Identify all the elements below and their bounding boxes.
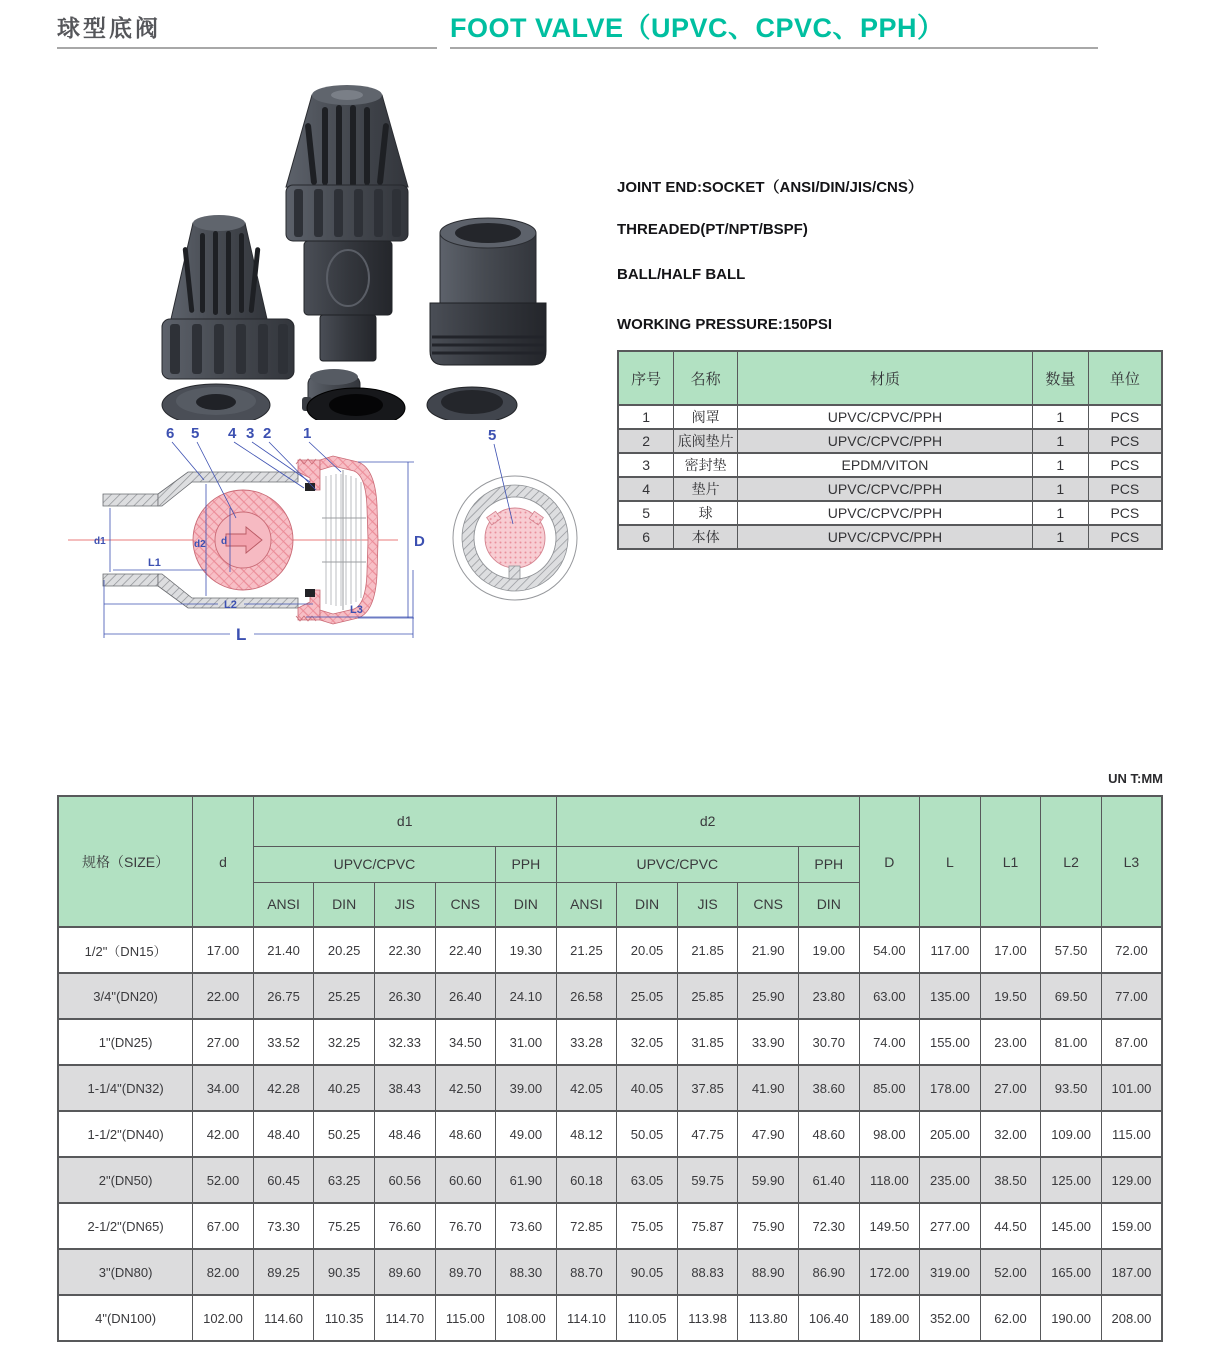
- size-value-cell: 26.30: [374, 973, 435, 1019]
- size-value-cell: 38.50: [980, 1157, 1041, 1203]
- svg-text:d1: d1: [94, 536, 106, 547]
- parts-table-cell: 4: [618, 477, 674, 501]
- size-value-cell: 48.40: [253, 1111, 314, 1157]
- size-label-cell: 1/2"（DN15）: [58, 927, 193, 973]
- page-title-cn: 球型底阀: [57, 15, 161, 41]
- parts-table-cell: PCS: [1088, 453, 1162, 477]
- size-value-cell: 61.90: [496, 1157, 557, 1203]
- svg-text:L1: L1: [148, 557, 161, 569]
- d1-group-header: d1: [253, 796, 556, 846]
- size-value-cell: 159.00: [1101, 1203, 1162, 1249]
- size-value-cell: 165.00: [1041, 1249, 1102, 1295]
- size-value-cell: 109.00: [1041, 1111, 1102, 1157]
- standard-header: DIN: [798, 882, 859, 927]
- parts-table-cell: 本体: [674, 525, 738, 549]
- size-value-cell: 19.00: [798, 927, 859, 973]
- size-value-cell: 48.60: [435, 1111, 496, 1157]
- size-value-cell: 77.00: [1101, 973, 1162, 1019]
- technical-drawing: [58, 420, 623, 670]
- size-value-cell: 73.30: [253, 1203, 314, 1249]
- size-value-cell: 89.25: [253, 1249, 314, 1295]
- size-value-cell: 21.40: [253, 927, 314, 973]
- parts-table-cell: 1: [618, 405, 674, 429]
- size-value-cell: 60.18: [556, 1157, 617, 1203]
- size-table-row: [58, 1203, 1162, 1249]
- size-value-cell: 86.90: [798, 1249, 859, 1295]
- size-value-cell: 88.30: [496, 1249, 557, 1295]
- parts-table-cell: UPVC/CPVC/PPH: [737, 501, 1032, 525]
- svg-text:L2: L2: [224, 599, 237, 611]
- standard-header: CNS: [738, 882, 799, 927]
- parts-col-header: 数量: [1032, 351, 1088, 405]
- parts-table-row: [618, 405, 1162, 429]
- size-value-cell: 178.00: [920, 1065, 981, 1111]
- size-value-cell: 75.87: [677, 1203, 738, 1249]
- svg-text:4: 4: [228, 425, 237, 442]
- parts-table-cell: 1: [1032, 405, 1088, 429]
- size-value-cell: 60.56: [374, 1157, 435, 1203]
- header-rule-left: [57, 47, 437, 49]
- size-value-cell: 25.25: [314, 973, 375, 1019]
- size-value-cell: 75.05: [617, 1203, 678, 1249]
- size-value-cell: 21.85: [677, 927, 738, 973]
- gasket-ring: [427, 387, 517, 420]
- size-value-cell: 90.05: [617, 1249, 678, 1295]
- size-table-row: [58, 1157, 1162, 1203]
- size-value-cell: 60.45: [253, 1157, 314, 1203]
- parts-table-row: [618, 501, 1162, 525]
- d2-group-header: d2: [556, 796, 859, 846]
- size-value-cell: 67.00: [193, 1203, 254, 1249]
- size-label-cell: 1"(DN25): [58, 1019, 193, 1065]
- size-table-row: [58, 1111, 1162, 1157]
- size-value-cell: 63.05: [617, 1157, 678, 1203]
- size-value-cell: 32.25: [314, 1019, 375, 1065]
- ball-section: [193, 490, 293, 590]
- size-table-head: [58, 796, 1162, 927]
- size-value-cell: 25.85: [677, 973, 738, 1019]
- size-value-cell: 75.90: [738, 1203, 799, 1249]
- size-value-cell: 25.05: [617, 973, 678, 1019]
- size-value-cell: 21.90: [738, 927, 799, 973]
- parts-table-cell: UPVC/CPVC/PPH: [737, 525, 1032, 549]
- size-value-cell: 73.60: [496, 1203, 557, 1249]
- size-table-row: [58, 1249, 1162, 1295]
- parts-table-row: [618, 525, 1162, 549]
- parts-table-cell: PCS: [1088, 525, 1162, 549]
- size-value-cell: 117.00: [920, 927, 981, 973]
- size-value-cell: 31.00: [496, 1019, 557, 1065]
- size-value-cell: 72.85: [556, 1203, 617, 1249]
- size-value-cell: 82.00: [193, 1249, 254, 1295]
- parts-table-row: [618, 429, 1162, 453]
- parts-table-cell: 1: [1032, 477, 1088, 501]
- size-value-cell: 135.00: [920, 973, 981, 1019]
- size-value-cell: 75.25: [314, 1203, 375, 1249]
- parts-table-cell: UPVC/CPVC/PPH: [737, 477, 1032, 501]
- pph-header: PPH: [798, 846, 859, 882]
- size-value-cell: 50.05: [617, 1111, 678, 1157]
- parts-table-cell: 阀罩: [674, 405, 738, 429]
- svg-text:d: d: [221, 536, 228, 547]
- size-value-cell: 26.75: [253, 973, 314, 1019]
- size-value-cell: 59.90: [738, 1157, 799, 1203]
- size-label-cell: 3/4"(DN20): [58, 973, 193, 1019]
- parts-table-cell: PCS: [1088, 477, 1162, 501]
- standard-header: JIS: [374, 882, 435, 927]
- parts-col-header: 序号: [618, 351, 674, 405]
- size-col-header: 规格（SIZE）: [58, 796, 193, 927]
- size-value-cell: 74.00: [859, 1019, 920, 1065]
- size-value-cell: 52.00: [980, 1249, 1041, 1295]
- parts-table-body: [618, 405, 1162, 549]
- standard-header: DIN: [314, 882, 375, 927]
- parts-table-cell: 密封垫: [674, 453, 738, 477]
- size-value-cell: 23.00: [980, 1019, 1041, 1065]
- parts-table-cell: EPDM/VITON: [737, 453, 1032, 477]
- size-value-cell: 57.50: [1041, 927, 1102, 973]
- parts-table-cell: 2: [618, 429, 674, 453]
- size-value-cell: 115.00: [435, 1295, 496, 1341]
- parts-table-cell: 6: [618, 525, 674, 549]
- parts-table-row: [618, 477, 1162, 501]
- size-label-cell: 1-1/4"(DN32): [58, 1065, 193, 1111]
- size-value-cell: 32.33: [374, 1019, 435, 1065]
- parts-table-cell: PCS: [1088, 405, 1162, 429]
- size-value-cell: 17.00: [980, 927, 1041, 973]
- size-value-cell: 47.75: [677, 1111, 738, 1157]
- size-value-cell: 40.05: [617, 1065, 678, 1111]
- parts-col-header: 单位: [1088, 351, 1162, 405]
- size-value-cell: 113.98: [677, 1295, 738, 1341]
- size-value-cell: 42.50: [435, 1065, 496, 1111]
- size-value-cell: 89.70: [435, 1249, 496, 1295]
- size-value-cell: 110.35: [314, 1295, 375, 1341]
- size-value-cell: 33.52: [253, 1019, 314, 1065]
- svg-text:6: 6: [166, 425, 175, 442]
- parts-col-header: 材质: [737, 351, 1032, 405]
- spec-pressure: WORKING PRESSURE:150PSI: [617, 316, 833, 333]
- size-label-cell: 4"(DN100): [58, 1295, 193, 1341]
- size-label-cell: 2"(DN50): [58, 1157, 193, 1203]
- header-rule-right: [450, 47, 1098, 49]
- size-value-cell: 129.00: [1101, 1157, 1162, 1203]
- parts-table-cell: 1: [1032, 525, 1088, 549]
- size-value-cell: 26.58: [556, 973, 617, 1019]
- size-table-row: [58, 1019, 1162, 1065]
- upvc-cpvc-header: UPVC/CPVC: [253, 846, 495, 882]
- size-value-cell: 38.60: [798, 1065, 859, 1111]
- size-value-cell: 108.00: [496, 1295, 557, 1341]
- tail-col-header-l1: L1: [980, 796, 1041, 927]
- size-value-cell: 114.70: [374, 1295, 435, 1341]
- size-table-row: [58, 1295, 1162, 1341]
- size-value-cell: 98.00: [859, 1111, 920, 1157]
- size-value-cell: 19.50: [980, 973, 1041, 1019]
- parts-table-cell: UPVC/CPVC/PPH: [737, 429, 1032, 453]
- size-label-cell: 2-1/2"(DN65): [58, 1203, 193, 1249]
- size-value-cell: 89.60: [374, 1249, 435, 1295]
- size-value-cell: 113.80: [738, 1295, 799, 1341]
- svg-text:1: 1: [303, 425, 312, 442]
- parts-table-cell: 1: [1032, 453, 1088, 477]
- size-value-cell: 63.00: [859, 973, 920, 1019]
- parts-table-cell: UPVC/CPVC/PPH: [737, 405, 1032, 429]
- d-col-header: d: [193, 796, 254, 927]
- size-value-cell: 72.00: [1101, 927, 1162, 973]
- size-value-cell: 25.90: [738, 973, 799, 1019]
- spec-threaded: THREADED(PT/NPT/BSPF): [617, 221, 808, 238]
- size-table-body: [58, 927, 1162, 1341]
- section-view-circle: [453, 427, 577, 600]
- size-value-cell: 60.60: [435, 1157, 496, 1203]
- size-value-cell: 31.85: [677, 1019, 738, 1065]
- standard-header: JIS: [677, 882, 738, 927]
- size-value-cell: 106.40: [798, 1295, 859, 1341]
- parts-table-cell: PCS: [1088, 501, 1162, 525]
- size-value-cell: 42.00: [193, 1111, 254, 1157]
- tail-col-header-l: L: [920, 796, 981, 927]
- size-value-cell: 23.80: [798, 973, 859, 1019]
- size-value-cell: 149.50: [859, 1203, 920, 1249]
- size-value-cell: 277.00: [920, 1203, 981, 1249]
- size-value-cell: 42.05: [556, 1065, 617, 1111]
- size-value-cell: 76.70: [435, 1203, 496, 1249]
- size-value-cell: 235.00: [920, 1157, 981, 1203]
- size-value-cell: 20.25: [314, 927, 375, 973]
- size-value-cell: 114.10: [556, 1295, 617, 1341]
- svg-text:L: L: [236, 625, 247, 644]
- size-value-cell: 48.12: [556, 1111, 617, 1157]
- size-value-cell: 54.00: [859, 927, 920, 973]
- size-table-row: [58, 1065, 1162, 1111]
- size-value-cell: 76.60: [374, 1203, 435, 1249]
- parts-table-row: [618, 453, 1162, 477]
- size-value-cell: 22.40: [435, 927, 496, 973]
- part-callouts: [166, 425, 311, 442]
- size-value-cell: 59.75: [677, 1157, 738, 1203]
- svg-text:L3: L3: [350, 604, 363, 616]
- size-value-cell: 61.40: [798, 1157, 859, 1203]
- svg-text:2: 2: [263, 425, 272, 442]
- size-value-cell: 90.35: [314, 1249, 375, 1295]
- tail-col-header-d: D: [859, 796, 920, 927]
- parts-table-cell: PCS: [1088, 429, 1162, 453]
- size-value-cell: 63.25: [314, 1157, 375, 1203]
- parts-table-cell: 1: [1032, 429, 1088, 453]
- size-value-cell: 39.00: [496, 1065, 557, 1111]
- size-value-cell: 33.90: [738, 1019, 799, 1065]
- size-label-cell: 3"(DN80): [58, 1249, 193, 1295]
- size-value-cell: 88.90: [738, 1249, 799, 1295]
- size-value-cell: 208.00: [1101, 1295, 1162, 1341]
- spec-ball-type: BALL/HALF BALL: [617, 266, 746, 283]
- size-value-cell: 32.00: [980, 1111, 1041, 1157]
- size-value-cell: 42.28: [253, 1065, 314, 1111]
- tail-col-header-l2: L2: [1041, 796, 1102, 927]
- size-value-cell: 22.00: [193, 973, 254, 1019]
- parts-col-header: 名称: [674, 351, 738, 405]
- size-value-cell: 101.00: [1101, 1065, 1162, 1111]
- tail-col-header-l3: L3: [1101, 796, 1162, 927]
- parts-table-cell: 球: [674, 501, 738, 525]
- size-value-cell: 190.00: [1041, 1295, 1102, 1341]
- size-value-cell: 145.00: [1041, 1203, 1102, 1249]
- size-value-cell: 49.00: [496, 1111, 557, 1157]
- unit-note: UN T:MM: [1108, 771, 1163, 786]
- size-value-cell: 88.83: [677, 1249, 738, 1295]
- size-value-cell: 48.46: [374, 1111, 435, 1157]
- size-value-cell: 38.43: [374, 1065, 435, 1111]
- spec-joint-end: JOINT END:SOCKET（ANSI/DIN/JIS/CNS）: [617, 179, 923, 196]
- svg-text:5: 5: [191, 425, 200, 442]
- parts-table-cell: 垫片: [674, 477, 738, 501]
- foot-valve-small: [162, 215, 294, 379]
- standard-header: DIN: [496, 882, 557, 927]
- size-value-cell: 34.00: [193, 1065, 254, 1111]
- size-label-cell: 1-1/2"(DN40): [58, 1111, 193, 1157]
- size-value-cell: 32.05: [617, 1019, 678, 1065]
- svg-text:3: 3: [246, 425, 255, 442]
- size-value-cell: 110.05: [617, 1295, 678, 1341]
- size-value-cell: 189.00: [859, 1295, 920, 1341]
- size-value-cell: 34.50: [435, 1019, 496, 1065]
- product-photo: [100, 75, 600, 420]
- size-value-cell: 37.85: [677, 1065, 738, 1111]
- size-value-cell: 27.00: [193, 1019, 254, 1065]
- standard-header: ANSI: [253, 882, 314, 927]
- size-value-cell: 62.00: [980, 1295, 1041, 1341]
- size-value-cell: 72.30: [798, 1203, 859, 1249]
- size-value-cell: 125.00: [1041, 1157, 1102, 1203]
- foot-valve-large: [286, 85, 408, 361]
- gasket-plate: [162, 384, 270, 420]
- svg-text:D: D: [414, 533, 425, 550]
- parts-table-cell: 1: [1032, 501, 1088, 525]
- size-value-cell: 17.00: [193, 927, 254, 973]
- size-value-cell: 352.00: [920, 1295, 981, 1341]
- size-value-cell: 85.00: [859, 1065, 920, 1111]
- size-table: [57, 795, 1163, 1342]
- size-value-cell: 319.00: [920, 1249, 981, 1295]
- size-value-cell: 33.28: [556, 1019, 617, 1065]
- parts-table-cell: 5: [618, 501, 674, 525]
- size-value-cell: 88.70: [556, 1249, 617, 1295]
- size-value-cell: 118.00: [859, 1157, 920, 1203]
- size-value-cell: 115.00: [1101, 1111, 1162, 1157]
- size-value-cell: 19.30: [496, 927, 557, 973]
- size-value-cell: 93.50: [1041, 1065, 1102, 1111]
- size-table-row: [58, 973, 1162, 1019]
- svg-text:d2: d2: [194, 539, 206, 550]
- size-value-cell: 187.00: [1101, 1249, 1162, 1295]
- size-value-cell: 22.30: [374, 927, 435, 973]
- size-value-cell: 47.90: [738, 1111, 799, 1157]
- size-value-cell: 205.00: [920, 1111, 981, 1157]
- size-value-cell: 24.10: [496, 973, 557, 1019]
- size-value-cell: 155.00: [920, 1019, 981, 1065]
- size-value-cell: 27.00: [980, 1065, 1041, 1111]
- size-value-cell: 44.50: [980, 1203, 1041, 1249]
- standard-header: ANSI: [556, 882, 617, 927]
- socket-adapter: [430, 218, 546, 365]
- svg-text:5: 5: [488, 427, 497, 444]
- size-value-cell: 52.00: [193, 1157, 254, 1203]
- size-value-cell: 20.05: [617, 927, 678, 973]
- size-value-cell: 26.40: [435, 973, 496, 1019]
- parts-table-head-row: [618, 351, 1162, 405]
- size-value-cell: 41.90: [738, 1065, 799, 1111]
- parts-table-cell: 3: [618, 453, 674, 477]
- page-title-en: FOOT VALVE（UPVC、CPVC、PPH）: [450, 13, 945, 43]
- size-table-row: [58, 927, 1162, 973]
- size-value-cell: 114.60: [253, 1295, 314, 1341]
- size-value-cell: 172.00: [859, 1249, 920, 1295]
- size-value-cell: 48.60: [798, 1111, 859, 1157]
- size-value-cell: 69.50: [1041, 973, 1102, 1019]
- size-value-cell: 102.00: [193, 1295, 254, 1341]
- size-value-cell: 21.25: [556, 927, 617, 973]
- parts-table: [617, 350, 1163, 550]
- size-value-cell: 50.25: [314, 1111, 375, 1157]
- standard-header: CNS: [435, 882, 496, 927]
- size-value-cell: 40.25: [314, 1065, 375, 1111]
- parts-table-cell: 底阀垫片: [674, 429, 738, 453]
- size-value-cell: 87.00: [1101, 1019, 1162, 1065]
- standard-header: DIN: [617, 882, 678, 927]
- upvc-cpvc-header: UPVC/CPVC: [556, 846, 798, 882]
- pph-header: PPH: [496, 846, 557, 882]
- size-value-cell: 81.00: [1041, 1019, 1102, 1065]
- size-value-cell: 30.70: [798, 1019, 859, 1065]
